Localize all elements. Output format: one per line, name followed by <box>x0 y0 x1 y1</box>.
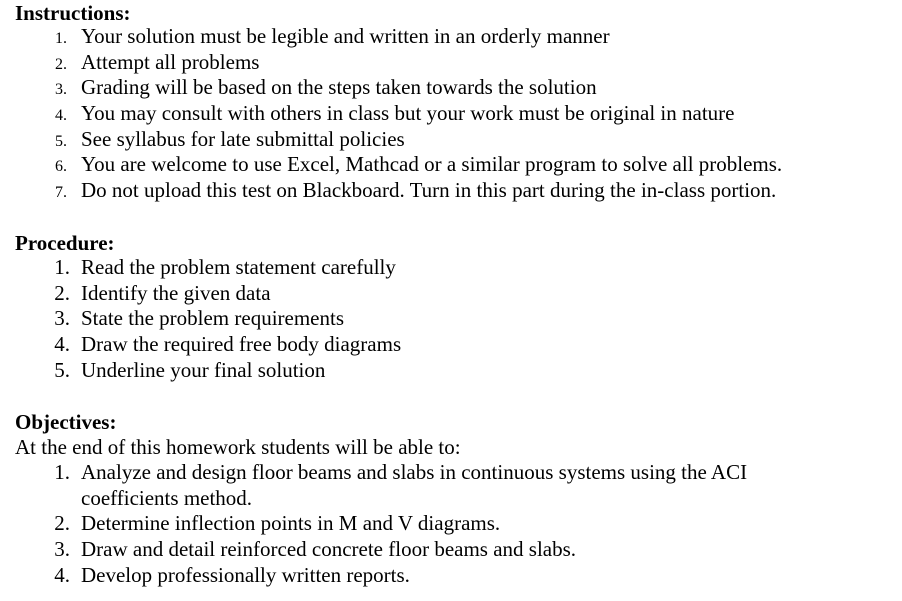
item-number: 4. <box>55 107 67 125</box>
list-item <box>0 460 902 511</box>
item-number: 3. <box>54 306 70 331</box>
item-text: Draw and detail reinforced concrete floor beams and slabs. <box>81 537 577 562</box>
list-item <box>0 152 902 178</box>
item-number: 5. <box>54 357 70 382</box>
item-number: 3. <box>55 81 67 99</box>
item-number: 6. <box>55 158 67 176</box>
item-text: Draw the required free body diagrams <box>81 332 402 357</box>
list-item <box>0 281 902 307</box>
list-item <box>0 50 902 76</box>
item-number: 2. <box>55 55 67 73</box>
item-number: 4. <box>54 332 70 357</box>
item-number: 1. <box>54 460 70 484</box>
list-item <box>0 178 902 204</box>
instructions-heading: Instructions: <box>15 1 131 25</box>
list-item <box>0 24 902 50</box>
list-item <box>0 255 902 281</box>
item-text: Do not upload this test on Blackboard. Turn in this part during the in-class portion. <box>81 178 777 203</box>
item-text: Underline your final solution <box>81 357 326 382</box>
list-item <box>0 75 902 101</box>
item-text: Read the problem statement carefully <box>81 255 396 279</box>
objectives-intro: At the end of this homework students will be able to: <box>15 435 461 459</box>
list-item <box>0 358 902 384</box>
instructions-list <box>0 24 902 204</box>
item-text: State the problem requirements <box>81 306 345 331</box>
item-number: 3. <box>54 537 70 562</box>
item-number: 4. <box>54 562 70 587</box>
list-item <box>0 563 902 589</box>
item-text: Determine inflection points in M and V diagrams. <box>81 511 501 536</box>
objectives-heading: Objectives: <box>15 410 117 434</box>
list-item <box>0 537 902 563</box>
item-text: Identify the given data <box>81 280 271 305</box>
list-item <box>0 306 902 332</box>
list-item <box>0 332 902 358</box>
procedure-list <box>0 255 902 383</box>
item-number: 5. <box>55 132 67 150</box>
item-number: 2. <box>54 511 70 536</box>
item-number: 1. <box>55 30 67 47</box>
item-text: See syllabus for late submittal policies <box>81 126 405 151</box>
item-text: Analyze and design floor beams and slabs in continuous systems using the ACI coefficients method. <box>81 460 748 510</box>
item-text: Your solution must be legible and written in an orderly manner <box>81 24 610 48</box>
list-item <box>0 101 902 127</box>
item-text: You are welcome to use Excel, Mathcad or a similar program to solve all problems. <box>81 152 783 177</box>
item-text: Grading will be based on the steps taken towards the solution <box>81 75 597 100</box>
list-item <box>0 511 902 537</box>
item-text: Attempt all problems <box>81 49 260 74</box>
objectives-list <box>0 460 902 588</box>
item-text: You may consult with others in class but your work must be original in nature <box>81 101 735 126</box>
item-text: Develop professionally written reports. <box>81 562 410 587</box>
list-item <box>0 127 902 153</box>
item-number: 2. <box>54 280 70 305</box>
item-number: 1. <box>54 255 70 279</box>
item-number: 7. <box>55 184 67 202</box>
procedure-heading: Procedure: <box>15 231 115 255</box>
